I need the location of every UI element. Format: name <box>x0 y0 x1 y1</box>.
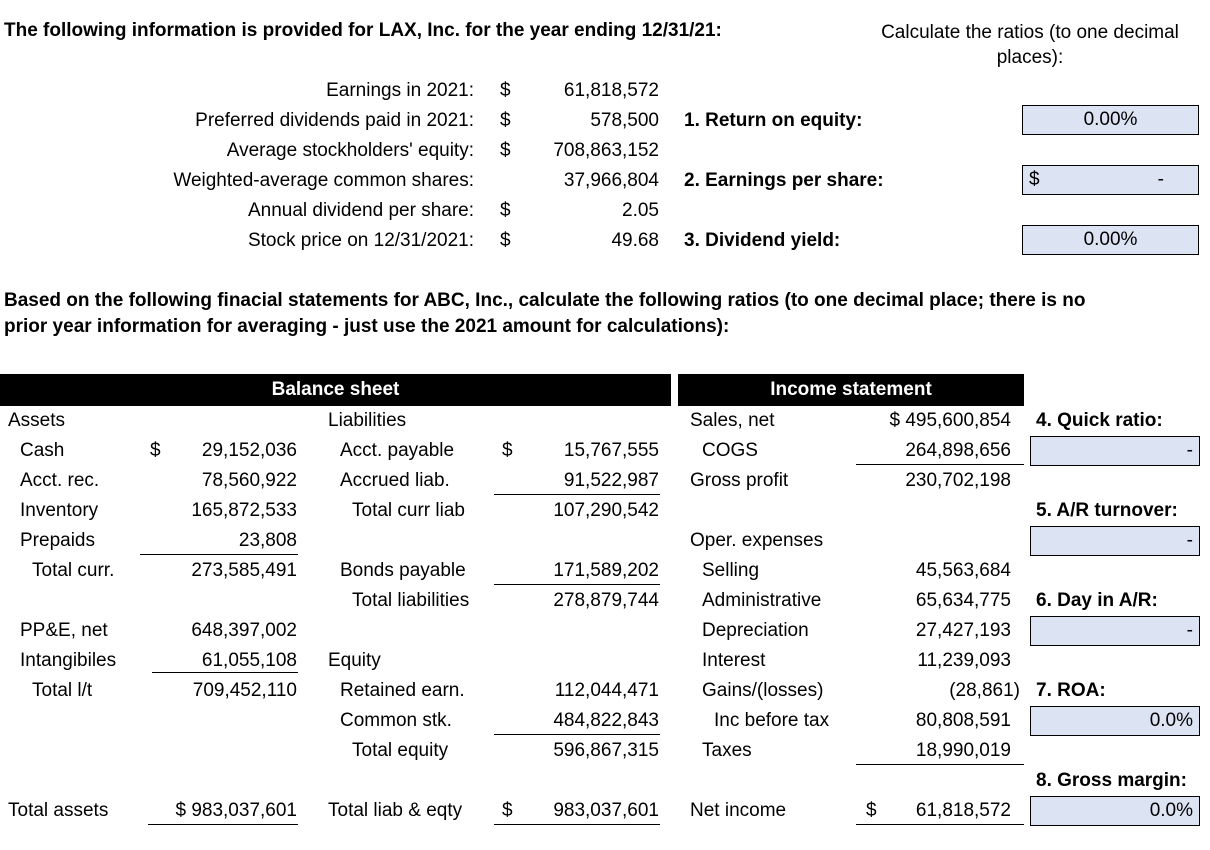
lax-label-shares: Weighted-average common shares: <box>173 170 474 191</box>
intangibles-value: 61,055,108 <box>201 650 297 671</box>
retained-earnings-label: Retained earn. <box>340 680 465 701</box>
admin-label: Administrative <box>702 590 822 611</box>
selling-label: Selling <box>702 560 760 581</box>
total-liabilities-label: Total liabilities <box>352 590 470 611</box>
net-income-currency: $ <box>866 800 877 821</box>
common-stock-underline <box>494 734 660 735</box>
lax-title: The following information is provided for LAX, Inc. for the year ending 12/31/21: <box>4 20 722 41</box>
total-lt-assets-label: Total l/t <box>32 680 93 701</box>
lax-label-dividend-per-share: Annual dividend per share: <box>247 200 474 221</box>
q4-label: 4. Quick ratio: <box>1036 410 1163 431</box>
q8-label: 8. Gross margin: <box>1036 770 1187 791</box>
intangibles-label: Intangibiles <box>20 650 117 671</box>
lax-value-stock-price: 49.68 <box>611 230 659 251</box>
total-curr-liab-value: 107,290,542 <box>553 500 659 521</box>
cash-value: 29,152,036 <box>201 440 297 461</box>
interest-label: Interest <box>702 650 766 671</box>
balance-sheet-header: Balance sheet <box>0 374 671 406</box>
equity-heading: Equity <box>328 650 381 671</box>
q7-label: 7. ROA: <box>1036 680 1106 701</box>
total-assets-value: $ 983,037,601 <box>175 800 297 821</box>
inventory-value: 165,872,533 <box>191 500 297 521</box>
lax-label-preferred-dividends: Preferred dividends paid in 2021: <box>195 110 474 131</box>
q2-currency: $ <box>1029 169 1040 190</box>
lax-label-stock-price: Stock price on 12/31/2021: <box>247 230 474 251</box>
bonds-underline <box>494 584 660 585</box>
taxes-underline <box>856 764 1024 765</box>
cogs-underline <box>856 464 1024 465</box>
intangibles-underline <box>152 672 298 673</box>
total-equity-label: Total equity <box>352 740 449 761</box>
total-liab-equity-currency: $ <box>502 800 513 821</box>
prepaids-underline <box>140 554 298 555</box>
total-curr-assets-label: Total curr. <box>32 560 115 581</box>
gains-value: (28,861) <box>949 680 1020 701</box>
lax-value-dividend-per-share: 2.05 <box>622 200 659 221</box>
q3-answer-cell[interactable]: 0.00% <box>1022 225 1199 255</box>
q6-answer-cell[interactable]: - <box>1030 616 1200 646</box>
q4-answer-cell[interactable]: - <box>1030 436 1200 466</box>
total-liab-equity-label: Total liab & eqty <box>328 800 463 821</box>
total-curr-assets-value: 273,585,491 <box>191 560 297 581</box>
q1-label: 1. Return on equity: <box>684 110 863 131</box>
ebt-label: Inc before tax <box>714 710 830 731</box>
cash-label: Cash <box>20 440 65 461</box>
opex-heading: Oper. expenses <box>690 530 824 551</box>
ar-label: Acct. rec. <box>20 470 100 491</box>
gross-profit-value: 230,702,198 <box>905 470 1011 491</box>
ppe-label: PP&E, net <box>20 620 108 641</box>
liabilities-heading: Liabilities <box>328 410 407 431</box>
q5-label: 5. A/R turnover: <box>1036 500 1178 521</box>
gains-label: Gains/(losses) <box>702 680 824 701</box>
lax-cur-stock-price: $ <box>500 230 511 251</box>
selling-value: 45,563,684 <box>915 560 1011 581</box>
total-assets-underline <box>148 824 298 825</box>
q3-label: 3. Dividend yield: <box>684 230 841 251</box>
total-curr-liab-label: Total curr liab <box>352 500 465 521</box>
prepaids-label: Prepaids <box>20 530 95 551</box>
lax-label-earnings: Earnings in 2021: <box>326 80 474 101</box>
total-assets-label: Total assets <box>8 800 109 821</box>
ap-label: Acct. payable <box>340 440 455 461</box>
lax-cur-preferred-dividends: $ <box>500 110 511 131</box>
lax-value-earnings: 61,818,572 <box>563 80 659 101</box>
abc-intro-line1: Based on the following finacial statements for ABC, Inc., calculate the following ratios (to one decimal place; there is no <box>4 290 1086 311</box>
total-liab-equity-value: 983,037,601 <box>553 800 659 821</box>
bonds-label: Bonds payable <box>340 560 466 581</box>
admin-value: 65,634,775 <box>915 590 1011 611</box>
q2-answer: - <box>1157 169 1164 190</box>
q7-answer-cell[interactable]: 0.0% <box>1030 706 1200 736</box>
depreciation-value: 27,427,193 <box>915 620 1011 641</box>
lax-value-avg-equity: 708,863,152 <box>553 140 659 161</box>
ppe-value: 648,397,002 <box>191 620 297 641</box>
income-statement-header: Income statement <box>678 374 1024 406</box>
taxes-label: Taxes <box>702 740 752 761</box>
cogs-label: COGS <box>702 440 758 461</box>
prepaids-value: 23,808 <box>238 530 297 551</box>
total-liab-equity-underline <box>494 824 660 825</box>
net-income-label: Net income <box>690 800 787 821</box>
lax-value-preferred-dividends: 578,500 <box>590 110 659 131</box>
common-stock-value: 484,822,843 <box>553 710 659 731</box>
taxes-value: 18,990,019 <box>915 740 1011 761</box>
bonds-value: 171,589,202 <box>553 560 659 581</box>
net-income-underline <box>856 824 1024 825</box>
sales-label: Sales, net <box>690 410 775 431</box>
total-lt-assets-value: 709,452,110 <box>192 680 297 701</box>
q2-answer-cell[interactable] <box>1022 165 1199 195</box>
gross-profit-label: Gross profit <box>690 470 789 491</box>
lax-value-shares: 37,966,804 <box>563 170 659 191</box>
q1-answer-cell[interactable]: 0.00% <box>1022 105 1199 135</box>
assets-heading: Assets <box>8 410 66 431</box>
accrued-underline <box>494 494 660 495</box>
retained-earnings-value: 112,044,471 <box>554 680 659 701</box>
abc-intro-line2: prior year information for averaging - just use the 2021 amount for calculations): <box>4 316 730 337</box>
cogs-value: 264,898,656 <box>905 440 1011 461</box>
ap-currency: $ <box>502 440 513 461</box>
ebt-value: 80,808,591 <box>915 710 1011 731</box>
q8-answer-cell[interactable]: 0.0% <box>1030 796 1200 826</box>
depreciation-label: Depreciation <box>702 620 809 641</box>
q6-label: 6. Day in A/R: <box>1036 590 1158 611</box>
cash-currency: $ <box>150 440 161 461</box>
accrued-value: 91,522,987 <box>563 470 659 491</box>
ap-value: 15,767,555 <box>563 440 659 461</box>
total-liabilities-value: 278,879,744 <box>553 590 659 611</box>
net-income-value: 61,818,572 <box>915 800 1011 821</box>
inventory-label: Inventory <box>20 500 99 521</box>
ar-value: 78,560,922 <box>201 470 297 491</box>
sales-value: $ 495,600,854 <box>889 410 1011 431</box>
accrued-label: Accrued liab. <box>340 470 450 491</box>
q2-label: 2. Earnings per share: <box>684 170 884 191</box>
common-stock-label: Common stk. <box>340 710 452 731</box>
q5-answer-cell[interactable]: - <box>1030 526 1200 556</box>
lax-cur-dividend-per-share: $ <box>500 200 511 221</box>
lax-cur-avg-equity: $ <box>500 140 511 161</box>
lax-label-avg-equity: Average stockholders' equity: <box>226 140 474 161</box>
total-equity-value: 596,867,315 <box>553 740 659 761</box>
interest-value: 11,239,093 <box>917 650 1011 671</box>
calc-note: Calculate the ratios (to one decimal places): <box>881 22 1179 68</box>
lax-cur-earnings: $ <box>500 80 511 101</box>
